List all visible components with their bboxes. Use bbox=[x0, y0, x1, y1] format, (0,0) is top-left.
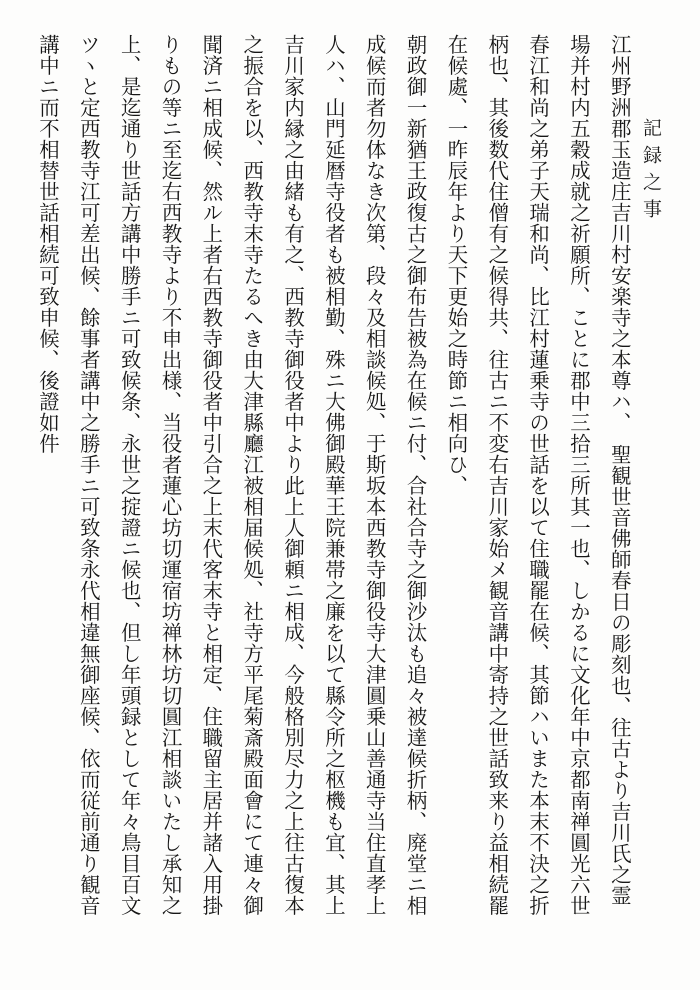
document-body bbox=[34, 34, 630, 964]
text-column-8: 人ハ、山門延暦寺役者も被相勤、殊ニ大佛御殿華王院兼帯之廉を以て縣令所之枢機も宜、其上 bbox=[321, 34, 346, 916]
text-column-4: 柄也、其後数代住僧有之候得共、往古ニ不変右吉川家始メ観音講中寄持之世話致来り益相続罷 bbox=[485, 34, 510, 916]
text-column-5: 在候處、一昨辰年より天下更始之時節ニ相向ひ、 bbox=[444, 34, 469, 496]
text-column-10: 之振合を以、西教寺末寺たるへき由大津縣廳江被相届候処、社寺方平尾菊斎殿面會にて連々御 bbox=[240, 34, 265, 916]
text-column-7: 成候而者勿体なき次第、段々及相談候処、于斯坂本西教寺御役寺大津圓乗山善通寺当住直孝上 bbox=[362, 34, 387, 916]
text-column-1: 江州野洲郡玉造庄吉川村安楽寺之本尊ハ、 聖観世音佛師春日の彫刻也、往古より吉川氏之霊 bbox=[607, 34, 632, 906]
text-column-14: ツヽと定西教寺江可差出候、餘事者講中之勝手ニ可致条永代相違無御座候、依而従前通り観音 bbox=[76, 34, 101, 916]
text-column-9: 吉川家内縁之由緒も有之、西教寺御役者中より此上人御頼ニ相成、今般格別尽力之上往古復本 bbox=[281, 34, 306, 916]
text-column-6: 朝政御一新猶王政復古之御布告被為在候ニ付、合社合寺之御沙汰も追々被達候折柄、廃堂ニ相 bbox=[403, 34, 428, 916]
text-column-11: 聞済ニ相成候、然ル上者右西教寺御役者中引合之上末代客末寺と相定、住職留主居并諸入用掛 bbox=[199, 34, 224, 916]
text-column-12: りもの等ニ至迄右西教寺より不申出様、当役者蓮心坊切運宿坊禅林坊切圓江相談いたし承知之 bbox=[158, 34, 183, 916]
document-title: 記録之事 bbox=[640, 118, 662, 226]
text-column-13: 上、是迄通り世話方講中勝手ニ可致候条、永世之掟證ニ候也、但し年頭録として年々鳥目百文 bbox=[117, 34, 142, 916]
text-column-2: 場并村内五穀成就之祈願所、ことに郡中三拾三所其一也、しかるに文化年中京都南禅圓光六世 bbox=[566, 34, 591, 916]
text-column-3: 春江和尚之弟子天瑞和尚、比江村蓮乗寺の世話を以て住職罷在候、其節ハいまた本末不決之折 bbox=[526, 34, 551, 916]
text-column-15: 講中ニ而不相替世話相続可致申候、後證如件 bbox=[36, 34, 60, 454]
